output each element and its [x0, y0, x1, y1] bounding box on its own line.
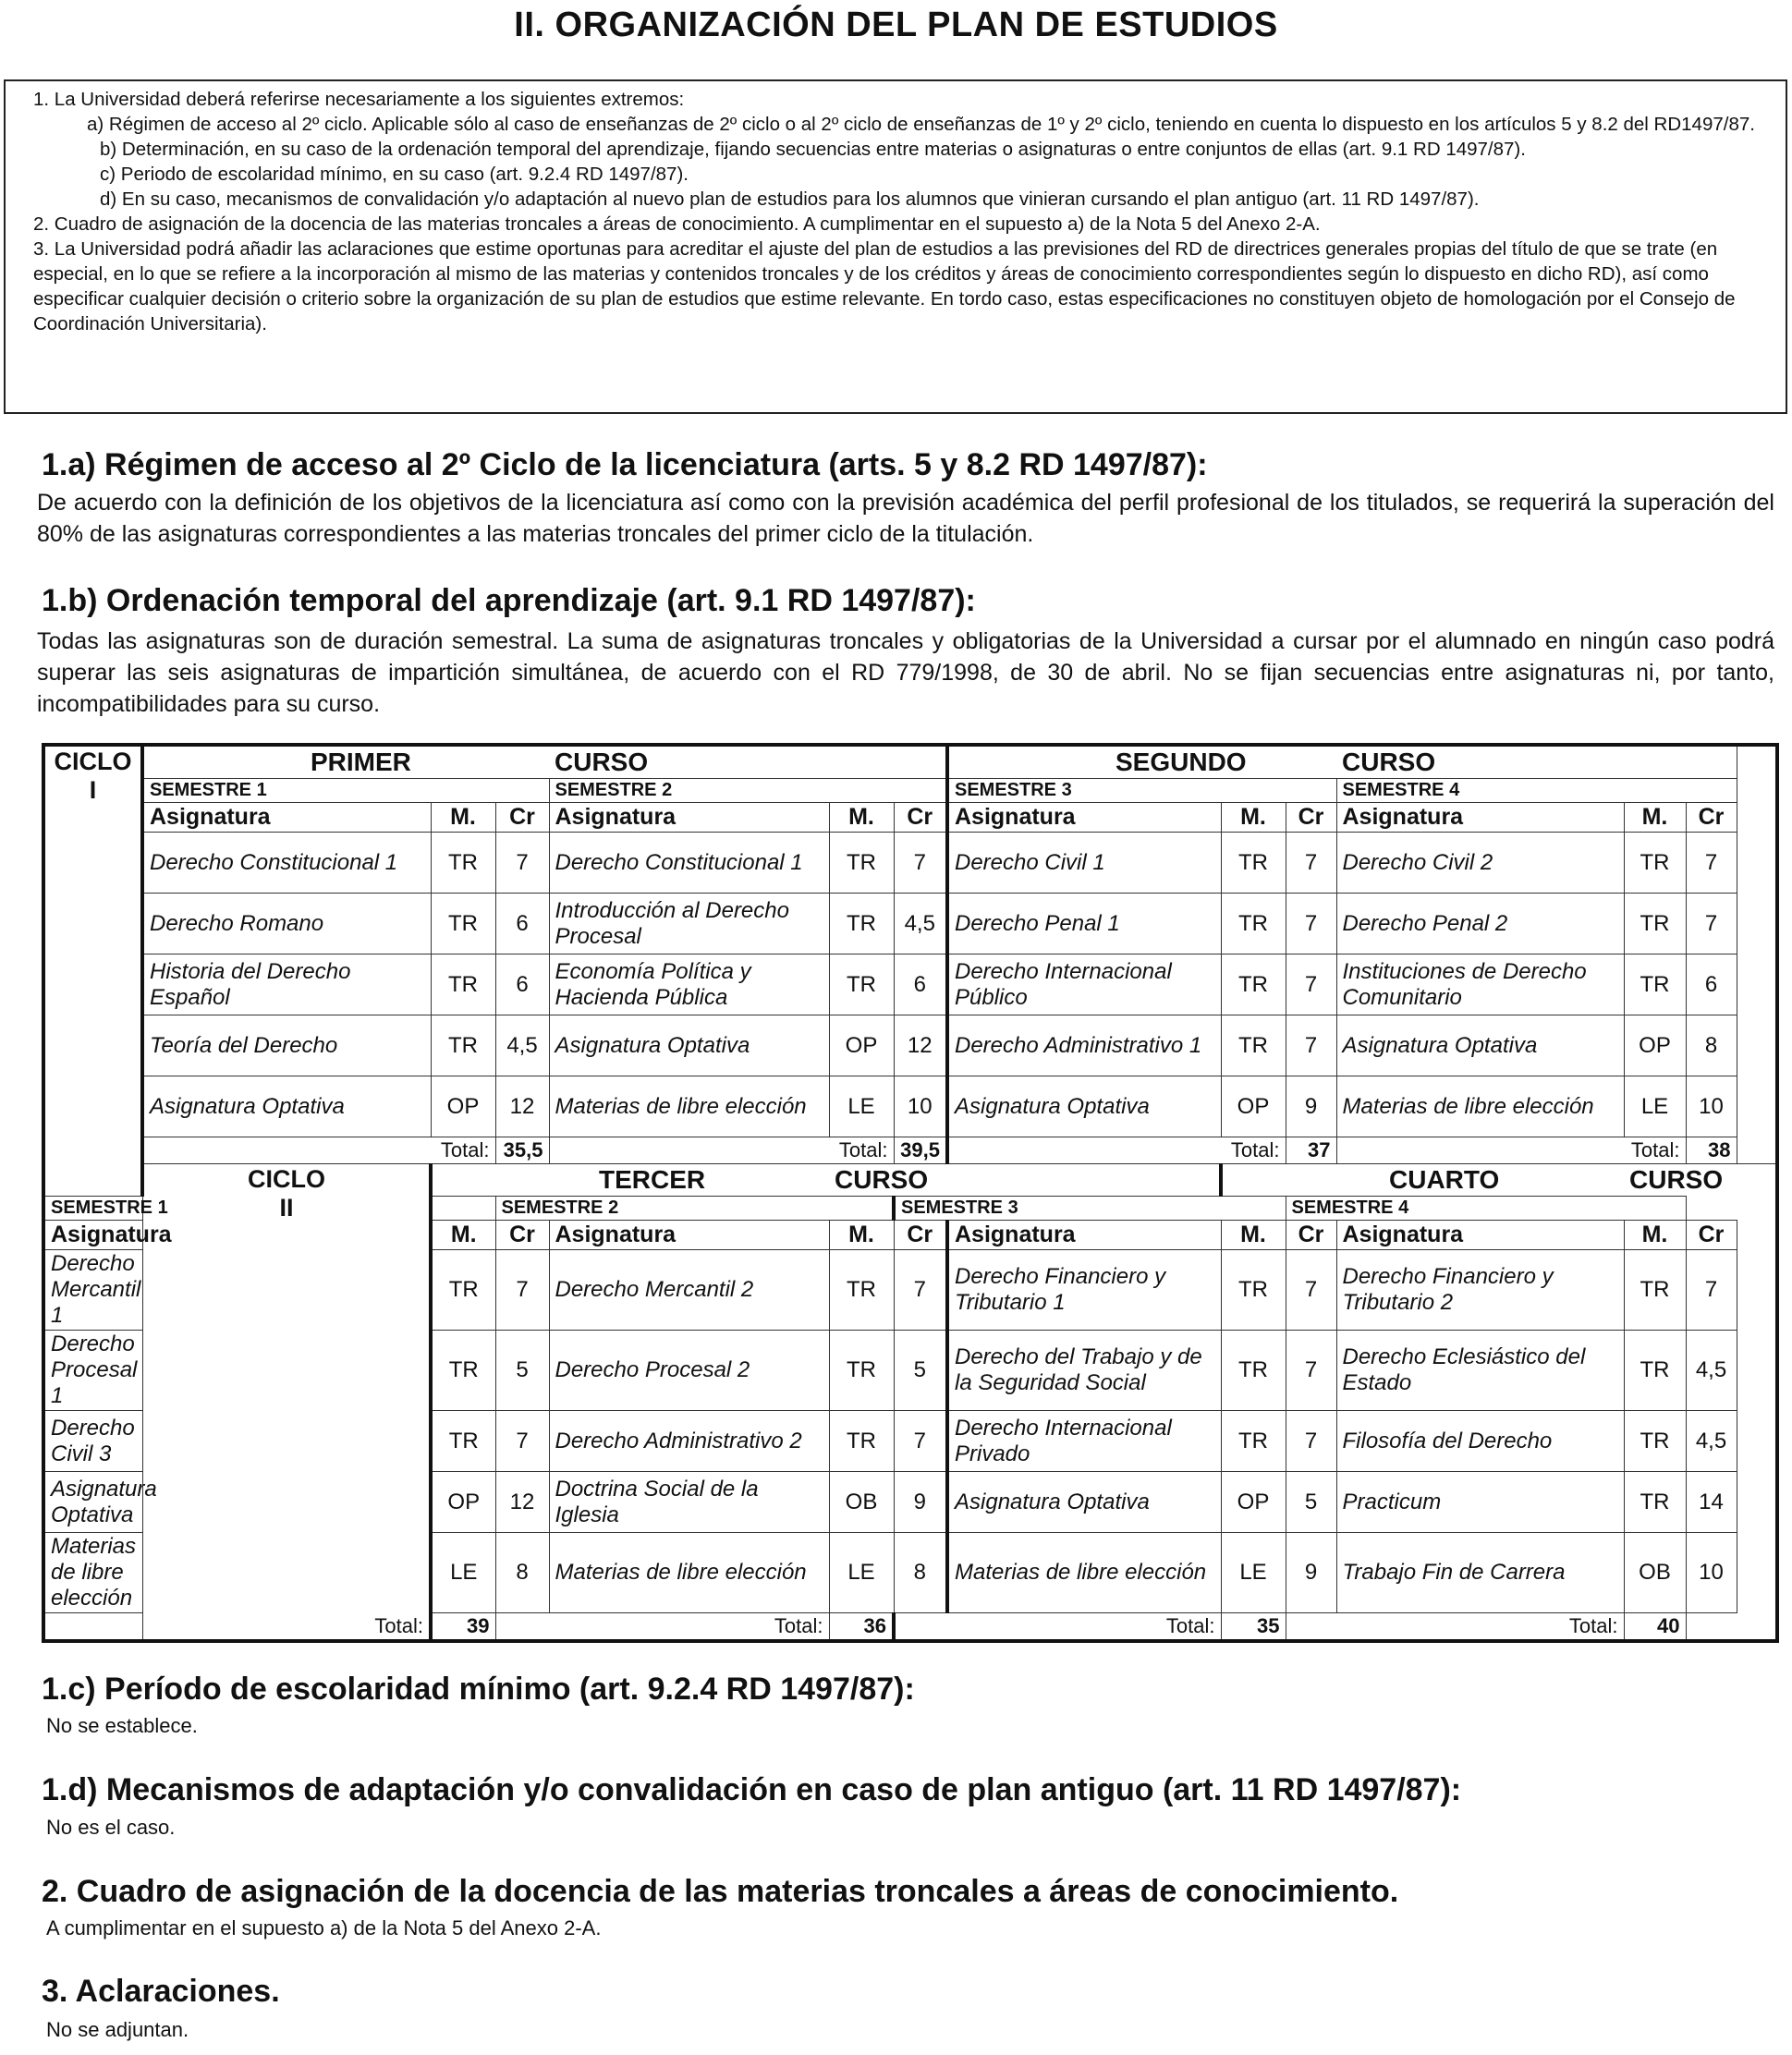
total-label: Total: [495, 1613, 829, 1642]
course-title-ordinal: TERCER [431, 1164, 829, 1197]
subject-type: LE [829, 1533, 894, 1613]
subject-credits: 5 [1286, 1472, 1336, 1533]
total-label: Total: [1336, 1137, 1686, 1164]
subject-type: LE [431, 1533, 495, 1613]
col-header-asignatura: Asignatura [43, 1221, 142, 1250]
subject-credits: 4,5 [894, 894, 947, 955]
subject-type: TR [431, 1250, 495, 1331]
note-1b: b) Determinación, en su caso de la ordenación temporal del aprendizaje, fijando secuencias entre materias o asignaturas o entre conjuntos de ellas (art. 9.1 RD 1497/87). [100, 139, 1526, 160]
subject-name: Materias de libre elección [549, 1533, 829, 1613]
subject-name: Derecho Procesal 1 [43, 1331, 142, 1411]
study-plan-table [42, 743, 1779, 1643]
total-credits: 35,5 [495, 1137, 549, 1164]
subject-type: TR [1221, 1411, 1286, 1472]
total-credits: 37 [1286, 1137, 1336, 1164]
subject-name: Derecho Penal 2 [1336, 894, 1624, 955]
total-row [43, 1613, 1777, 1642]
subject-name: Derecho Romano [142, 894, 431, 955]
subject-type: TR [1221, 955, 1286, 1015]
subject-type: TR [829, 955, 894, 1015]
total-label: Total: [549, 1137, 894, 1164]
note-2: 2. Cuadro de asignación de la docencia de las materias troncales a áreas de conocimiento. A cumplimentar en el supuesto a) de la Nota 5 del Anexo 2-A. [33, 213, 1321, 235]
subject-name: Practicum [1336, 1472, 1624, 1533]
col-header-cr: Cr [1286, 1221, 1336, 1250]
total-label: Total: [894, 1613, 1221, 1642]
subject-type: TR [431, 1331, 495, 1411]
subject-credits: 7 [1686, 894, 1737, 955]
col-header-asignatura: Asignatura [1336, 1221, 1624, 1250]
total-label: Total: [43, 1613, 431, 1642]
note-1d: d) En su caso, mecanismos de convalidación y/o adaptación al nuevo plan de estudios para los alumnos que vinieran cursando el plan antiguo (art. 11 RD 1497/87). [100, 188, 1480, 210]
ciclo-label [43, 745, 142, 1197]
section-1c-text: No se establece. [46, 1714, 198, 1737]
total-label: Total: [142, 1137, 495, 1164]
subject-credits: 7 [1286, 894, 1336, 955]
section-1a-text: De acuerdo con la definición de los objetivos de la licenciatura así como con la previsión académica del perfil profesional de los titulados, se requerirá la superación del 80% de las asignaturas correspondientes a las materias troncales del primer ciclo de la titulación. [37, 490, 1774, 547]
subject-name: Asignatura Optativa [947, 1472, 1221, 1533]
subject-type: OP [1624, 1015, 1686, 1076]
subject-type: LE [829, 1076, 894, 1137]
note-3: 3. La Universidad podrá añadir las aclaraciones que estime oportunas para acreditar el ajuste del plan de estudios a las previsiones del RD de directrices generales propias del título de que se trate (en especial, en lo que se refiere a la incorporación al mismo de las materias y contenidos troncales y de los créditos y áreas de conocimiento correspondientes según lo dispuesto en dicho RD), así como especificar cualquier decisión o criterio sobre la organización de su plan de estudios que estime relevante. En tordo caso, estas especificaciones no constituyen objeto de homologación por el Consejo de Coordinación Universitaria). [33, 238, 1736, 334]
subject-name: Derecho Procesal 2 [549, 1331, 829, 1411]
section-1b-text: Todas las asignaturas son de duración semestral. La suma de asignaturas troncales y obligatorias de la Universidad a cursar por el alumnado en ningún caso podrá superar las seis asignaturas de impartición simultánea, de acuerdo con el RD 779/1998, de 30 de abril. No se fijan secuencias entre asignaturas ni, por tanto, incompatibilidades para su curso. [37, 628, 1774, 717]
col-header-cr: Cr [894, 803, 947, 833]
subject-type: TR [1624, 833, 1686, 894]
semester-label: SEMESTRE 2 [495, 1197, 894, 1221]
subject-type: TR [1624, 1472, 1686, 1533]
subject-type: TR [1221, 894, 1286, 955]
subject-name: Materias de libre elección [947, 1533, 1221, 1613]
section-1d-heading: 1.d) Mecanismos de adaptación y/o convalidación en caso de plan antiguo (art. 11 RD 1497/87): [42, 1772, 1462, 1807]
subject-credits: 7 [1286, 955, 1336, 1015]
table-row [43, 1015, 1777, 1076]
ciclo-number: II [279, 1194, 294, 1222]
subject-name: Derecho Civil 2 [1336, 833, 1624, 894]
subject-credits: 6 [495, 955, 549, 1015]
subject-type: TR [431, 1411, 495, 1472]
subject-credits: 5 [495, 1331, 549, 1411]
total-credits: 39 [431, 1613, 495, 1642]
subject-name: Materias de libre elección [43, 1533, 142, 1613]
note-1a: a) Régimen de acceso al 2º ciclo. Aplicable sólo al caso de enseñanzas de 2º ciclo o al 2º ciclo de enseñanzas de 1º y 2º ciclo, teniendo en cuenta lo dispuesto en los artículos 5 y 8.2 del RD1497/87. [87, 114, 1755, 135]
instructions-box [4, 79, 1787, 414]
subject-credits: 7 [894, 833, 947, 894]
col-header-m: M. [1221, 803, 1286, 833]
subject-credits: 7 [1286, 1250, 1336, 1331]
course-title-word: CURSO [829, 1164, 1221, 1197]
col-header-cr: Cr [495, 1221, 549, 1250]
subject-credits: 10 [1686, 1533, 1737, 1613]
col-header-asignatura: Asignatura [947, 803, 1221, 833]
col-header-cr: Cr [1286, 803, 1336, 833]
subject-name: Economía Política y Hacienda Pública [549, 955, 829, 1015]
section-1c-heading: 1.c) Período de escolaridad mínimo (art. 9.2.4 RD 1497/87): [42, 1672, 915, 1707]
section-2-text: A cumplimentar en el supuesto a) de la Nota 5 del Anexo 2-A. [46, 1916, 602, 1939]
total-credits: 35 [1221, 1613, 1286, 1642]
semester-label: SEMESTRE 3 [947, 779, 1336, 803]
table-row [43, 1076, 1777, 1137]
subject-name: Derecho Financiero y Tributario 1 [947, 1250, 1221, 1331]
subject-credits: 7 [894, 1411, 947, 1472]
course-title-ordinal: PRIMER [142, 745, 549, 779]
subject-type: OP [431, 1076, 495, 1137]
course-title-ordinal: CUARTO [1221, 1164, 1624, 1197]
subject-type: OP [1221, 1076, 1286, 1137]
subject-name: Introducción al Derecho Procesal [549, 894, 829, 955]
subject-name: Derecho Penal 1 [947, 894, 1221, 955]
subject-type: TR [1624, 1331, 1686, 1411]
table-row [43, 894, 1777, 955]
total-label: Total: [1286, 1613, 1624, 1642]
subject-credits: 14 [1686, 1472, 1737, 1533]
total-credits: 36 [829, 1613, 894, 1642]
col-header-asignatura: Asignatura [142, 803, 431, 833]
total-credits: 38 [1686, 1137, 1737, 1164]
col-header-m: M. [829, 1221, 894, 1250]
semester-label: SEMESTRE 4 [1286, 1197, 1686, 1221]
subject-name: Historia del Derecho Español [142, 955, 431, 1015]
subject-credits: 4,5 [495, 1015, 549, 1076]
total-label: Total: [947, 1137, 1286, 1164]
subject-name: Derecho del Trabajo y de la Seguridad Social [947, 1331, 1221, 1411]
col-header-m: M. [1221, 1221, 1286, 1250]
semester-label: SEMESTRE 3 [894, 1197, 1286, 1221]
subject-type: TR [431, 833, 495, 894]
col-header-m: M. [431, 1221, 495, 1250]
subject-name: Teoría del Derecho [142, 1015, 431, 1076]
subject-credits: 7 [1686, 1250, 1737, 1331]
col-header-m: M. [1624, 803, 1686, 833]
section-1a-heading: 1.a) Régimen de acceso al 2º Ciclo de la licenciatura (arts. 5 y 8.2 RD 1497/87): [42, 447, 1208, 482]
subject-type: LE [1624, 1076, 1686, 1137]
subject-name: Doctrina Social de la Iglesia [549, 1472, 829, 1533]
subject-name: Derecho Internacional Privado [947, 1411, 1221, 1472]
col-header-m: M. [829, 803, 894, 833]
col-header-m: M. [431, 803, 495, 833]
note-1c: c) Periodo de escolaridad mínimo, en su caso (art. 9.2.4 RD 1497/87). [100, 164, 689, 185]
col-header-asignatura: Asignatura [549, 803, 829, 833]
subject-name: Derecho Constitucional 1 [549, 833, 829, 894]
ciclo-word: CICLO [248, 1165, 325, 1193]
subject-credits: 7 [1286, 1015, 1336, 1076]
subject-credits: 10 [1686, 1076, 1737, 1137]
subject-type: TR [431, 955, 495, 1015]
subject-name: Trabajo Fin de Carrera [1336, 1533, 1624, 1613]
course-title-word: CURSO [549, 745, 947, 779]
course-title-word: CURSO [1624, 1164, 1777, 1197]
subject-type: TR [1221, 1331, 1286, 1411]
subject-name: Asignatura Optativa [1336, 1015, 1624, 1076]
subject-name: Derecho Financiero y Tributario 2 [1336, 1250, 1624, 1331]
subject-name: Asignatura Optativa [549, 1015, 829, 1076]
subject-name: Materias de libre elección [549, 1076, 829, 1137]
semester-label: SEMESTRE 1 [142, 779, 549, 803]
section-1d-text: No es el caso. [46, 1816, 176, 1839]
subject-credits: 5 [894, 1331, 947, 1411]
total-credits: 39,5 [894, 1137, 947, 1164]
subject-type: TR [829, 1331, 894, 1411]
subject-credits: 9 [1286, 1076, 1336, 1137]
section-3-heading: 3. Aclaraciones. [42, 1974, 280, 2009]
subject-name: Derecho Administrativo 2 [549, 1411, 829, 1472]
subject-type: TR [1624, 1250, 1686, 1331]
ciclo-label [142, 1164, 431, 1642]
subject-name: Filosofía del Derecho [1336, 1411, 1624, 1472]
subject-type: TR [829, 1411, 894, 1472]
subject-type: OP [829, 1015, 894, 1076]
course-header-row [43, 745, 1777, 779]
subject-type: OP [1221, 1472, 1286, 1533]
subject-credits: 6 [1686, 955, 1737, 1015]
col-header-asignatura: Asignatura [1336, 803, 1624, 833]
subject-type: TR [829, 894, 894, 955]
subject-name: Derecho Eclesiástico del Estado [1336, 1331, 1624, 1411]
col-header-cr: Cr [495, 803, 549, 833]
table-row [43, 833, 1777, 894]
subject-credits: 7 [1286, 1331, 1336, 1411]
section-2-heading: 2. Cuadro de asignación de la docencia de las materias troncales a áreas de conocimiento. [42, 1874, 1399, 1909]
total-credits: 40 [1624, 1613, 1686, 1642]
subject-type: TR [431, 894, 495, 955]
total-row [43, 1137, 1777, 1164]
note-1: 1. La Universidad deberá referirse necesariamente a los siguientes extremos: [33, 89, 685, 110]
course-title-word: CURSO [1336, 745, 1737, 779]
col-header-asignatura: Asignatura [947, 1221, 1221, 1250]
col-header-cr: Cr [894, 1221, 947, 1250]
subject-credits: 7 [1686, 833, 1737, 894]
ciclo-number: I [89, 776, 97, 804]
subject-type: TR [1624, 894, 1686, 955]
subject-type: TR [829, 1250, 894, 1331]
subject-credits: 7 [495, 1411, 549, 1472]
section-3-text: No se adjuntan. [46, 2018, 189, 2041]
subject-type: OB [1624, 1533, 1686, 1613]
subject-type: TR [1624, 1411, 1686, 1472]
subject-type: TR [829, 833, 894, 894]
subject-name: Derecho Constitucional 1 [142, 833, 431, 894]
semester-row [43, 779, 1777, 803]
subject-name: Asignatura Optativa [43, 1472, 142, 1533]
subject-type: OP [431, 1472, 495, 1533]
subject-credits: 7 [1286, 833, 1336, 894]
subject-name: Derecho Civil 1 [947, 833, 1221, 894]
subject-type: TR [1221, 1015, 1286, 1076]
subject-credits: 9 [1286, 1533, 1336, 1613]
subject-name: Asignatura Optativa [142, 1076, 431, 1137]
semester-label: SEMESTRE 1 [43, 1197, 495, 1221]
col-header-asignatura: Asignatura [549, 1221, 829, 1250]
subject-credits: 12 [495, 1076, 549, 1137]
semester-label: SEMESTRE 2 [549, 779, 947, 803]
section-1b-heading: 1.b) Ordenación temporal del aprendizaje (art. 9.1 RD 1497/87): [42, 583, 976, 618]
course-title-ordinal: SEGUNDO [947, 745, 1336, 779]
ciclo-word: CICLO [54, 748, 132, 775]
subject-credits: 9 [894, 1472, 947, 1533]
semester-label: SEMESTRE 4 [1336, 779, 1737, 803]
semester-row [43, 1197, 1777, 1221]
subject-type: TR [1221, 833, 1286, 894]
subject-credits: 12 [495, 1472, 549, 1533]
subject-credits: 8 [495, 1533, 549, 1613]
subject-credits: 7 [894, 1250, 947, 1331]
subject-credits: 10 [894, 1076, 947, 1137]
column-header-row [43, 803, 1777, 833]
subject-name: Derecho Internacional Público [947, 955, 1221, 1015]
subject-name: Derecho Mercantil 2 [549, 1250, 829, 1331]
subject-credits: 7 [495, 833, 549, 894]
subject-credits: 7 [495, 1250, 549, 1331]
col-header-cr: Cr [1686, 803, 1737, 833]
subject-name: Asignatura Optativa [947, 1076, 1221, 1137]
course-header-row [43, 1164, 1777, 1197]
subject-name: Derecho Administrativo 1 [947, 1015, 1221, 1076]
subject-credits: 6 [495, 894, 549, 955]
subject-credits: 8 [1686, 1015, 1737, 1076]
table-row [43, 955, 1777, 1015]
subject-name: Derecho Civil 3 [43, 1411, 142, 1472]
subject-name: Derecho Mercantil 1 [43, 1250, 142, 1331]
col-header-m: M. [1624, 1221, 1686, 1250]
subject-type: LE [1221, 1533, 1286, 1613]
subject-name: Materias de libre elección [1336, 1076, 1624, 1137]
subject-credits: 6 [894, 955, 947, 1015]
subject-credits: 12 [894, 1015, 947, 1076]
subject-type: OB [829, 1472, 894, 1533]
subject-credits: 7 [1286, 1411, 1336, 1472]
subject-credits: 4,5 [1686, 1411, 1737, 1472]
col-header-cr: Cr [1686, 1221, 1737, 1250]
subject-type: TR [1221, 1250, 1286, 1331]
subject-name: Instituciones de Derecho Comunitario [1336, 955, 1624, 1015]
subject-credits: 4,5 [1686, 1331, 1737, 1411]
subject-type: TR [1624, 955, 1686, 1015]
subject-type: TR [431, 1015, 495, 1076]
page-title: II. ORGANIZACIÓN DEL PLAN DE ESTUDIOS [514, 6, 1278, 44]
subject-credits: 8 [894, 1533, 947, 1613]
